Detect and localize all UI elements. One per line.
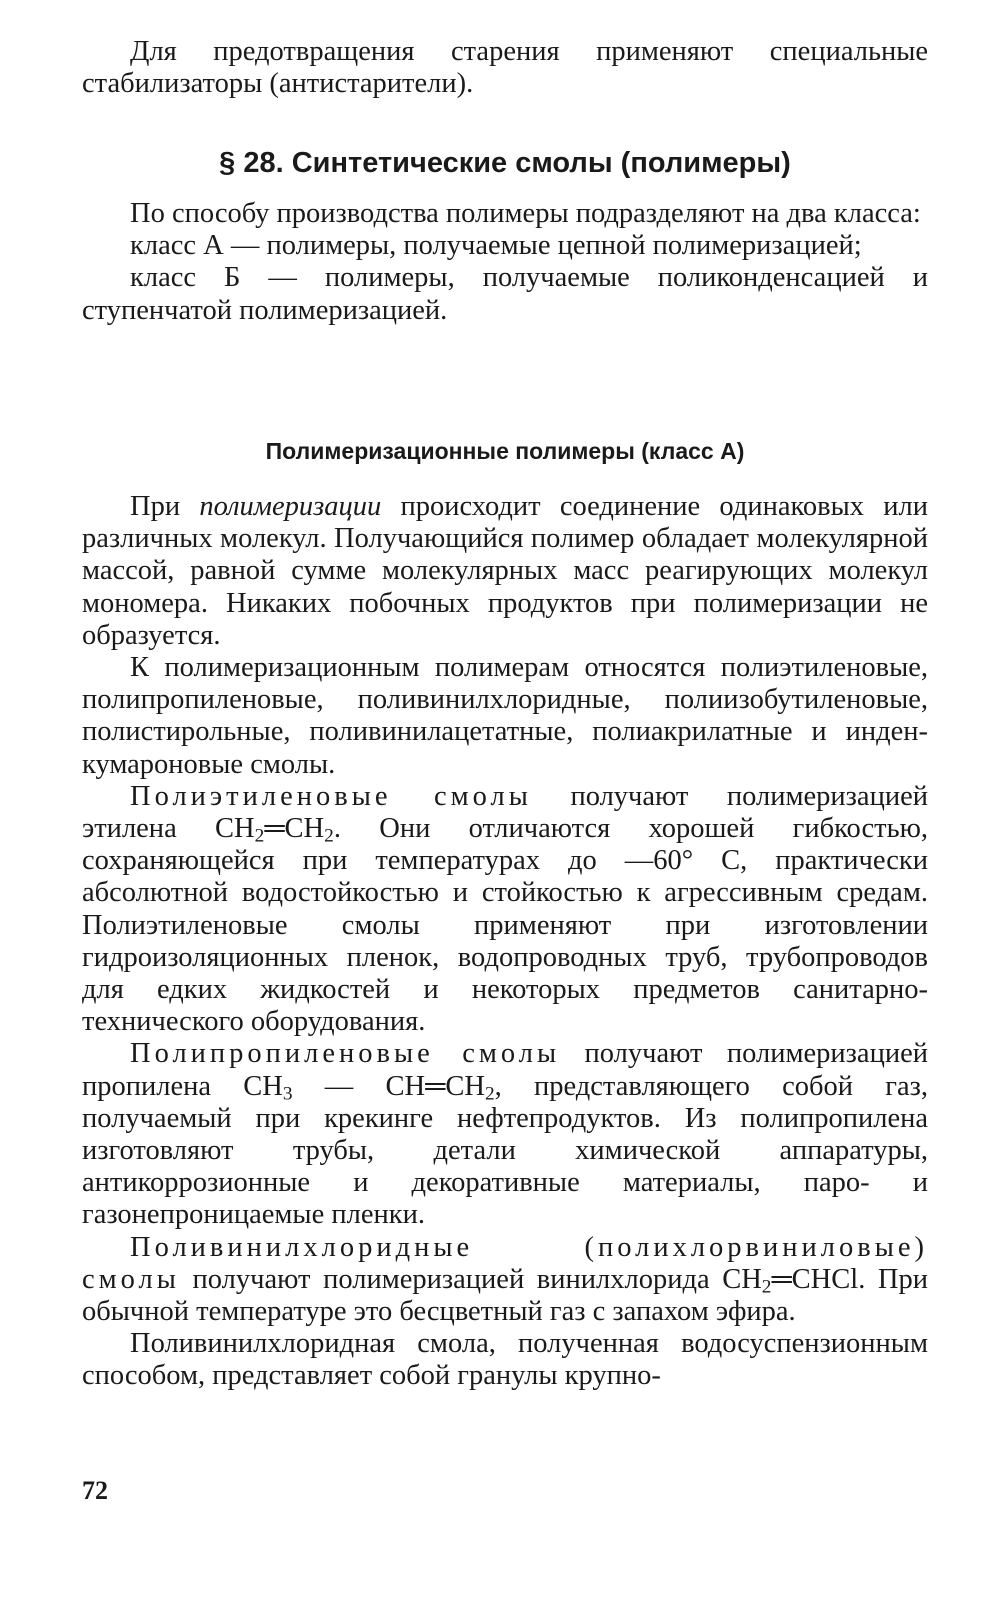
paragraph-polymerization (82, 491, 928, 652)
paragraph: класс А — полимеры, получаемые цепной полимеризацией; (130, 230, 862, 262)
paragraph-polypropylene (82, 1038, 928, 1231)
paragraph: Для предотвращения старения применяют специальные стабилизаторы (антистарители). (82, 36, 928, 100)
text: — CH═CH (292, 1070, 485, 1102)
text: При (130, 491, 200, 522)
subscript: 2 (324, 825, 334, 847)
subscript: 2 (254, 825, 265, 847)
italic-term: полимеризации (199, 491, 382, 522)
main-text (82, 491, 928, 1393)
subscript: 3 (282, 1082, 293, 1104)
text: ═CHCl. При обычной температуре это бесцветный газ с запахом эфира. (82, 1263, 929, 1328)
text: ═CH (264, 813, 325, 845)
subscript: 2 (484, 1082, 495, 1104)
paragraph: По способу производства полимеры подразделяют на два класса: (130, 198, 921, 229)
paragraph: класс Б — полимеры, получаемые поликонденсацией и ступенчатой полимеризацией. (82, 262, 928, 326)
spaced-term: Полипропиленовые смолы (130, 1038, 561, 1070)
text: . Они отличаются хорошей гибкостью, сохраняющейся при температурах до —60° С, практически абсолютной водостойкостью и стойкостью к агрессивным средам. Полиэтиленовые смолы применяют при изготовлении гидроизоляционных пленок, водопроводных труб, трубопроводов для едких жидкостей и некоторых предметов санитарно-технического оборудования. (82, 813, 928, 1038)
intro-paragraph (82, 36, 928, 100)
text: получают полимеризацией винилхлорида CH (179, 1263, 762, 1295)
paragraph-polyethylene (82, 781, 928, 1039)
subsection-title: Полимеризационные полимеры (класс А) (265, 438, 745, 464)
text: происходит соединение одинаковых или различных молекул. Получающийся полимер обладает молекулярной массой, равной сумме молекулярных масс реагирующих молекул мономера. Никаких побочных продуктов при полимеризации не образуется. (82, 491, 928, 651)
page-number: 72 (82, 1476, 108, 1505)
classes-block (82, 198, 928, 327)
spaced-term: Поливинилхлоридные (полихлорвиниловые) смолы (82, 1231, 928, 1295)
text: получают полимеризацией этилена CH (82, 780, 928, 845)
section-title: § 28. Синтетические смолы (полимеры) (219, 147, 791, 179)
text: , представляющего собой газ, получаемый при крекинге нефтепродуктов. Из полипропилена изготовляют трубы, детали химической аппаратуры, антикоррозионные и декоративные материалы, паро- и газонепроницаемые пленки. (82, 1070, 929, 1231)
paragraph-pvc-resin: Поливинилхлоридная смола, полученная водосуспензионным способом, представляет собой гранулы крупно- (82, 1328, 928, 1392)
subscript: 2 (761, 1276, 772, 1298)
paragraph-pvc (82, 1232, 928, 1329)
text: получают полимеризацией пропилена CH (82, 1038, 928, 1102)
spaced-term: Полиэтиленовые смолы (130, 780, 532, 812)
paragraph-types: К полимеризационным полимерам относятся полиэтиленовые, полипропиленовые, поливинилхлоридные, полиизобутиленовые, полистирольные, поливинилацетатные, полиакрилатные и инден-кумароновые смолы. (82, 652, 928, 780)
